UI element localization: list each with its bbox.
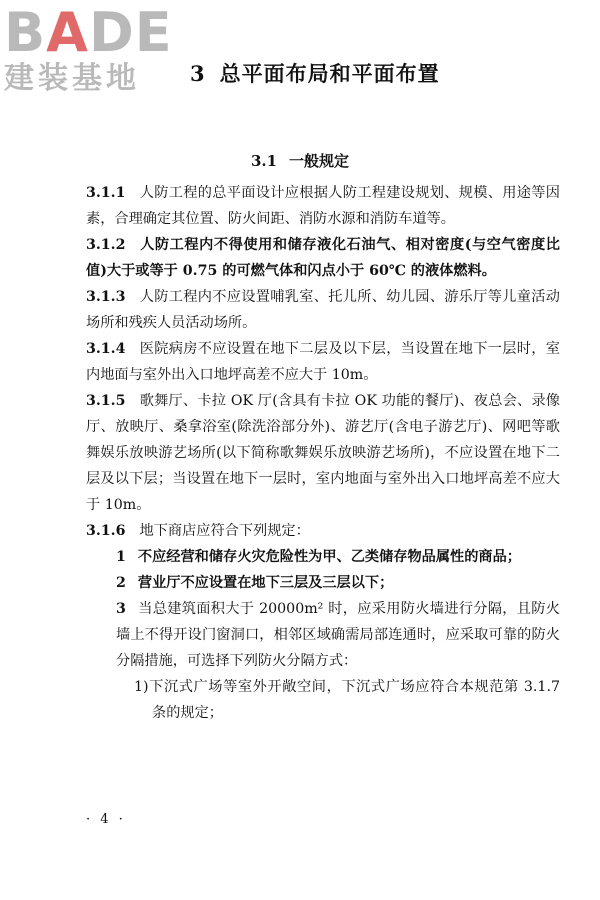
list-item-2 [86, 570, 560, 596]
item-number: 3 [116, 601, 126, 617]
clause-text: 医院病房不应设置在地下二层及以下层，当设置在地下一层时，室内地面与室外出入口地坪高差不应大于 10m。 [86, 341, 560, 383]
clause-number: 3.1.6 [86, 523, 126, 539]
clause-3-1-3 [86, 284, 560, 336]
clause-number: 3.1.4 [86, 341, 126, 357]
bade-logo [4, 1, 184, 100]
chapter-title: 总平面布局和平面布置 [219, 61, 440, 86]
clause-number: 3.1.3 [86, 289, 126, 305]
sub-item-1: 1)下沉式广场等室外开敞空间，下沉式广场应符合本规范第 3.1.7 条的规定； [134, 679, 560, 721]
chapter-number: 3 [190, 61, 206, 86]
item-text: 当总建筑面积大于 20000m² 时，应采用防火墙进行分隔，且防火墙上不得开设门窗洞口，相邻区域确需局部连通时，应采取可靠的防火分隔措施，可选择下列防火分隔方式： [116, 601, 560, 669]
item-number: 2 [116, 575, 126, 591]
section-number: 3.1 [250, 152, 278, 170]
clause-text: 人防工程内不得使用和储存液化石油气、相对密度(与空气密度比值)大于或等于 0.75 的可燃气体和闪点小于 60℃ 的液体燃料。 [86, 237, 560, 279]
clause-3-1-1 [86, 180, 560, 232]
section-heading [0, 150, 600, 171]
list-item-3 [86, 596, 560, 674]
item-text: 营业厅不应设置在地下三层及三层以下； [137, 575, 394, 591]
clause-3-1-2 [86, 232, 560, 284]
list-item-1 [86, 544, 560, 570]
page-number: · 4 · [86, 812, 126, 827]
section-title: 一般规定 [289, 152, 350, 170]
clause-3-1-5 [86, 388, 560, 518]
document-body [86, 180, 560, 726]
logo-wordmark: BADE [4, 1, 173, 64]
chapter-heading [190, 58, 440, 88]
clause-text: 地下商店应符合下列规定： [139, 523, 310, 539]
clause-3-1-6 [86, 518, 560, 544]
item-text: 不应经营和储存火灾危险性为甲、乙类储存物品属性的商品； [137, 549, 521, 565]
clause-text: 歌舞厅、卡拉 OK 厅(含具有卡拉 OK 功能的餐厅)、夜总会、录像厅、放映厅、桑拿浴室(除洗浴部分外)、游艺厅(含电子游艺厅)、网吧等歌舞娱乐放映游艺场所(以下简称歌舞娱乐放映游艺场所)，不应设置在地下二层及以下层；当设置在地下一层时，室内地面与室外出入口地坪高差不应大于 10m。 [86, 393, 560, 513]
clause-text: 人防工程内不应设置哺乳室、托儿所、幼儿园、游乐厅等儿童活动场所和残疾人员活动场所。 [86, 289, 560, 331]
item-number: 1 [116, 549, 126, 565]
clause-3-1-4 [86, 336, 560, 388]
logo-subtitle: 建装基地 [4, 61, 140, 96]
clause-text: 人防工程的总平面设计应根据人防工程建设规划、规模、用途等因素，合理确定其位置、防火间距、消防水源和消防车道等。 [86, 185, 560, 227]
clause-number: 3.1.1 [86, 185, 126, 201]
clause-number: 3.1.2 [86, 237, 126, 253]
clause-number: 3.1.5 [86, 393, 126, 409]
